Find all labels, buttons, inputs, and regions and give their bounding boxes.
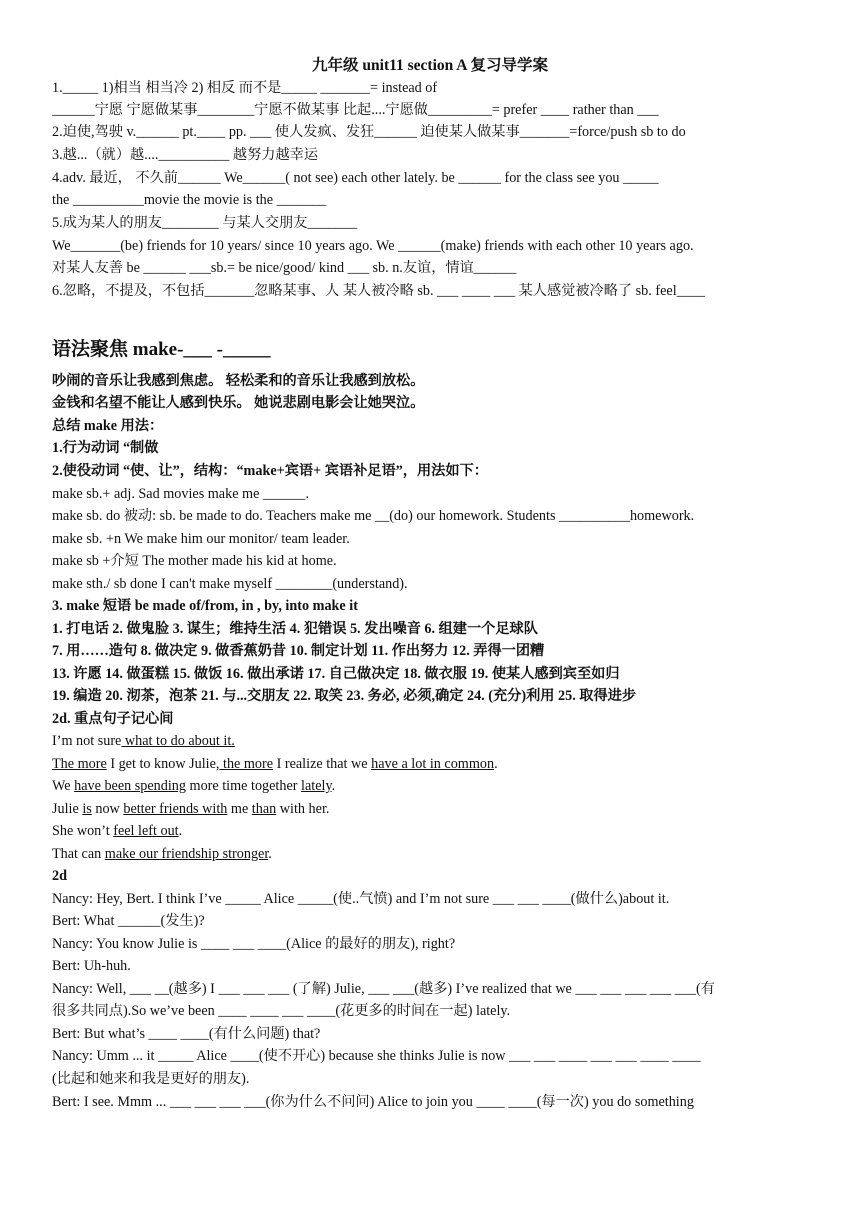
dialogue-line: Nancy: You know Julie is ____ ___ ____(Alice 的最好的朋友), right? <box>52 936 456 952</box>
grammar-line: 19. 编造 20. 沏茶，泡茶 21. 与...交朋友 22. 取笑 23. 务必, 必须,确定 24. (充分)利用 25. 取得进步 <box>52 688 637 704</box>
sentence-text: . <box>268 846 272 862</box>
vocab-line: 对某人友善 be ______ ___sb.= be nice/good/ kind ___ sb. n.友谊，情谊______ <box>52 260 517 276</box>
underlined-phrase: the more <box>219 756 274 772</box>
grammar-line: make sb. +n We make him our monitor/ team leader. <box>52 531 350 547</box>
sentence-text: now <box>91 801 124 817</box>
key-sentence <box>52 731 820 751</box>
dialogue-line: Nancy: Umm ... it _____ Alice ____(使不开心) because she thinks Julie is now ___ ___ ____ ___ ___ ____ ____ <box>52 1048 701 1064</box>
dialogue-label: 2d <box>52 868 67 884</box>
grammar-line: 2d. 重点句子记心间 <box>52 711 174 727</box>
underlined-phrase: is <box>82 801 92 817</box>
grammar-line: make sb.+ adj. Sad movies make me ______. <box>52 486 310 502</box>
key-sentence <box>52 776 820 796</box>
grammar-line: 总结 make 用法： <box>52 418 164 434</box>
dialogue-line: Bert: I see. Mmm ... ___ ___ ___ ___(你为什么不问问) Alice to join you ____ ____(每一次) you do something <box>52 1094 694 1110</box>
grammar-line: make sth./ sb done I can't make myself ________(understand). <box>52 576 408 592</box>
sentence-text: Julie <box>52 801 83 817</box>
underlined-phrase: The more <box>52 756 107 772</box>
underlined-phrase: have been spending <box>74 778 186 794</box>
sentence-text: I realize that we <box>273 756 372 772</box>
dialogue-line: Bert: What ______(发生)? <box>52 913 205 929</box>
sentence-text: . <box>178 823 183 839</box>
dialogue-line: Bert: But what’s ____ ____(有什么问题) that? <box>52 1026 321 1042</box>
dialogue-line: (比起和她来和我是更好的朋友). <box>52 1071 250 1087</box>
vocab-line: 4.adv. 最近， 不久前______ We______( not see) each other lately. be ______ for the class see you _____ <box>52 170 659 186</box>
sentence-text: She won’t <box>52 823 114 839</box>
sentence-text: . <box>494 756 498 772</box>
underlined-phrase: feel left out <box>113 823 179 839</box>
key-sentence <box>52 754 820 774</box>
key-sentence <box>52 844 820 864</box>
vocab-line: We_______(be) friends for 10 years/ since 10 years ago. We ______(make) friends with each other 10 years ago. <box>52 238 694 254</box>
sentence-text: We <box>52 778 75 794</box>
underlined-phrase: what to do about it. <box>121 733 235 749</box>
vocab-line: 6.忽略，不提及，不包括_______忽略某事、人 某人被冷略 sb. ___ ____ ___ 某人感觉被冷略了 sb. feel____ <box>52 283 706 299</box>
grammar-line: make sb +介短 The mother made his kid at home. <box>52 553 337 569</box>
grammar-line: 7. 用……造句 8. 做决定 9. 做香蕉奶昔 10. 制定计划 11. 作出努力 12. 弄得一团糟 <box>52 643 545 659</box>
vocab-line: 1._____ 1)相当 相当冷 2) 相反 而不是_____ _______= instead of <box>52 80 438 96</box>
vocab-line: 3.越...（就）越....__________ 越努力越幸运 <box>52 147 319 163</box>
grammar-line: 1. 打电话 2. 做鬼脸 3. 谋生；维持生活 4. 犯错误 5. 发出噪音 6. 组建一个足球队 <box>52 621 538 637</box>
dialogue-line: Nancy: Well, ___ __(越多) I ___ ___ ___ (了解) Julie, ___ ___(越多) I’ve realized that we ___ ___ ___ ___ ___(有 <box>52 981 715 997</box>
grammar-line: 13. 许愿 14. 做蛋糕 15. 做饭 16. 做出承诺 17. 自己做决定 18. 做衣服 19. 使某人感到宾至如归 <box>52 666 620 682</box>
grammar-line: make sb. do 被动: sb. be made to do. Teachers make me __(do) our homework. Students __________homework. <box>52 508 695 524</box>
underlined-phrase: make our friendship stronger <box>104 846 269 862</box>
vocab-line: ______宁愿 宁愿做某事________宁愿不做某事 比起....宁愿做_________= prefer ____ rather than ___ <box>52 102 659 118</box>
vocab-line: 2.迫使,驾驶 v.______ pt.____ pp. ___ 使人发疯、发狂______ 迫使某人做某事_______=force/push sb to do <box>52 124 686 140</box>
key-sentence <box>52 821 820 841</box>
dialogue-line: 很多共同点).So we’ve been ____ ____ ___ ____(花更多的时间在一起) lately. <box>52 1003 511 1019</box>
underlined-phrase: than <box>251 801 277 817</box>
vocab-line: 5.成为某人的朋友________ 与某人交朋友_______ <box>52 215 358 231</box>
dialogue-line: Bert: Uh-huh. <box>52 958 131 974</box>
grammar-line: 3. make 短语 be made of/from, in , by, into make it <box>52 598 358 614</box>
grammar-line: 吵闹的音乐让我感到焦虑。 轻松柔和的音乐让我感到放松。 <box>52 373 425 389</box>
grammar-line: 1.行为动词 “制做 <box>52 440 159 456</box>
underlined-phrase: better friends with <box>123 801 228 817</box>
sentence-text: I’m not sure <box>52 733 122 749</box>
underlined-phrase: have a lot in common <box>371 756 495 772</box>
sentence-text: That can <box>52 846 105 862</box>
grammar-line: 金钱和名望不能让人感到快乐。 她说悲剧电影会让她哭泣。 <box>52 395 425 411</box>
sentence-text: me <box>227 801 252 817</box>
dialogue-line: Nancy: Hey, Bert. I think I’ve _____ Alice _____(使..气愤) and I’m not sure ___ ___ ____(做什么)about it. <box>52 891 670 907</box>
sentence-text: more time together <box>186 778 302 794</box>
sentence-text: . <box>331 778 336 794</box>
vocab-line: the __________movie the movie is the _______ <box>52 192 327 208</box>
grammar-heading: 语法聚焦 make-___ -_____ <box>52 339 271 360</box>
page-title: 九年级 unit11 section A 复习导学案 <box>312 57 548 74</box>
underlined-phrase: lately <box>301 778 332 794</box>
sentence-text: with her. <box>276 801 330 817</box>
key-sentence <box>52 799 820 819</box>
sentence-text: I get to know Julie, <box>106 756 220 772</box>
grammar-line: 2.使役动词 “使、让”，结构：“make+宾语+ 宾语补足语”，用法如下： <box>52 463 488 479</box>
